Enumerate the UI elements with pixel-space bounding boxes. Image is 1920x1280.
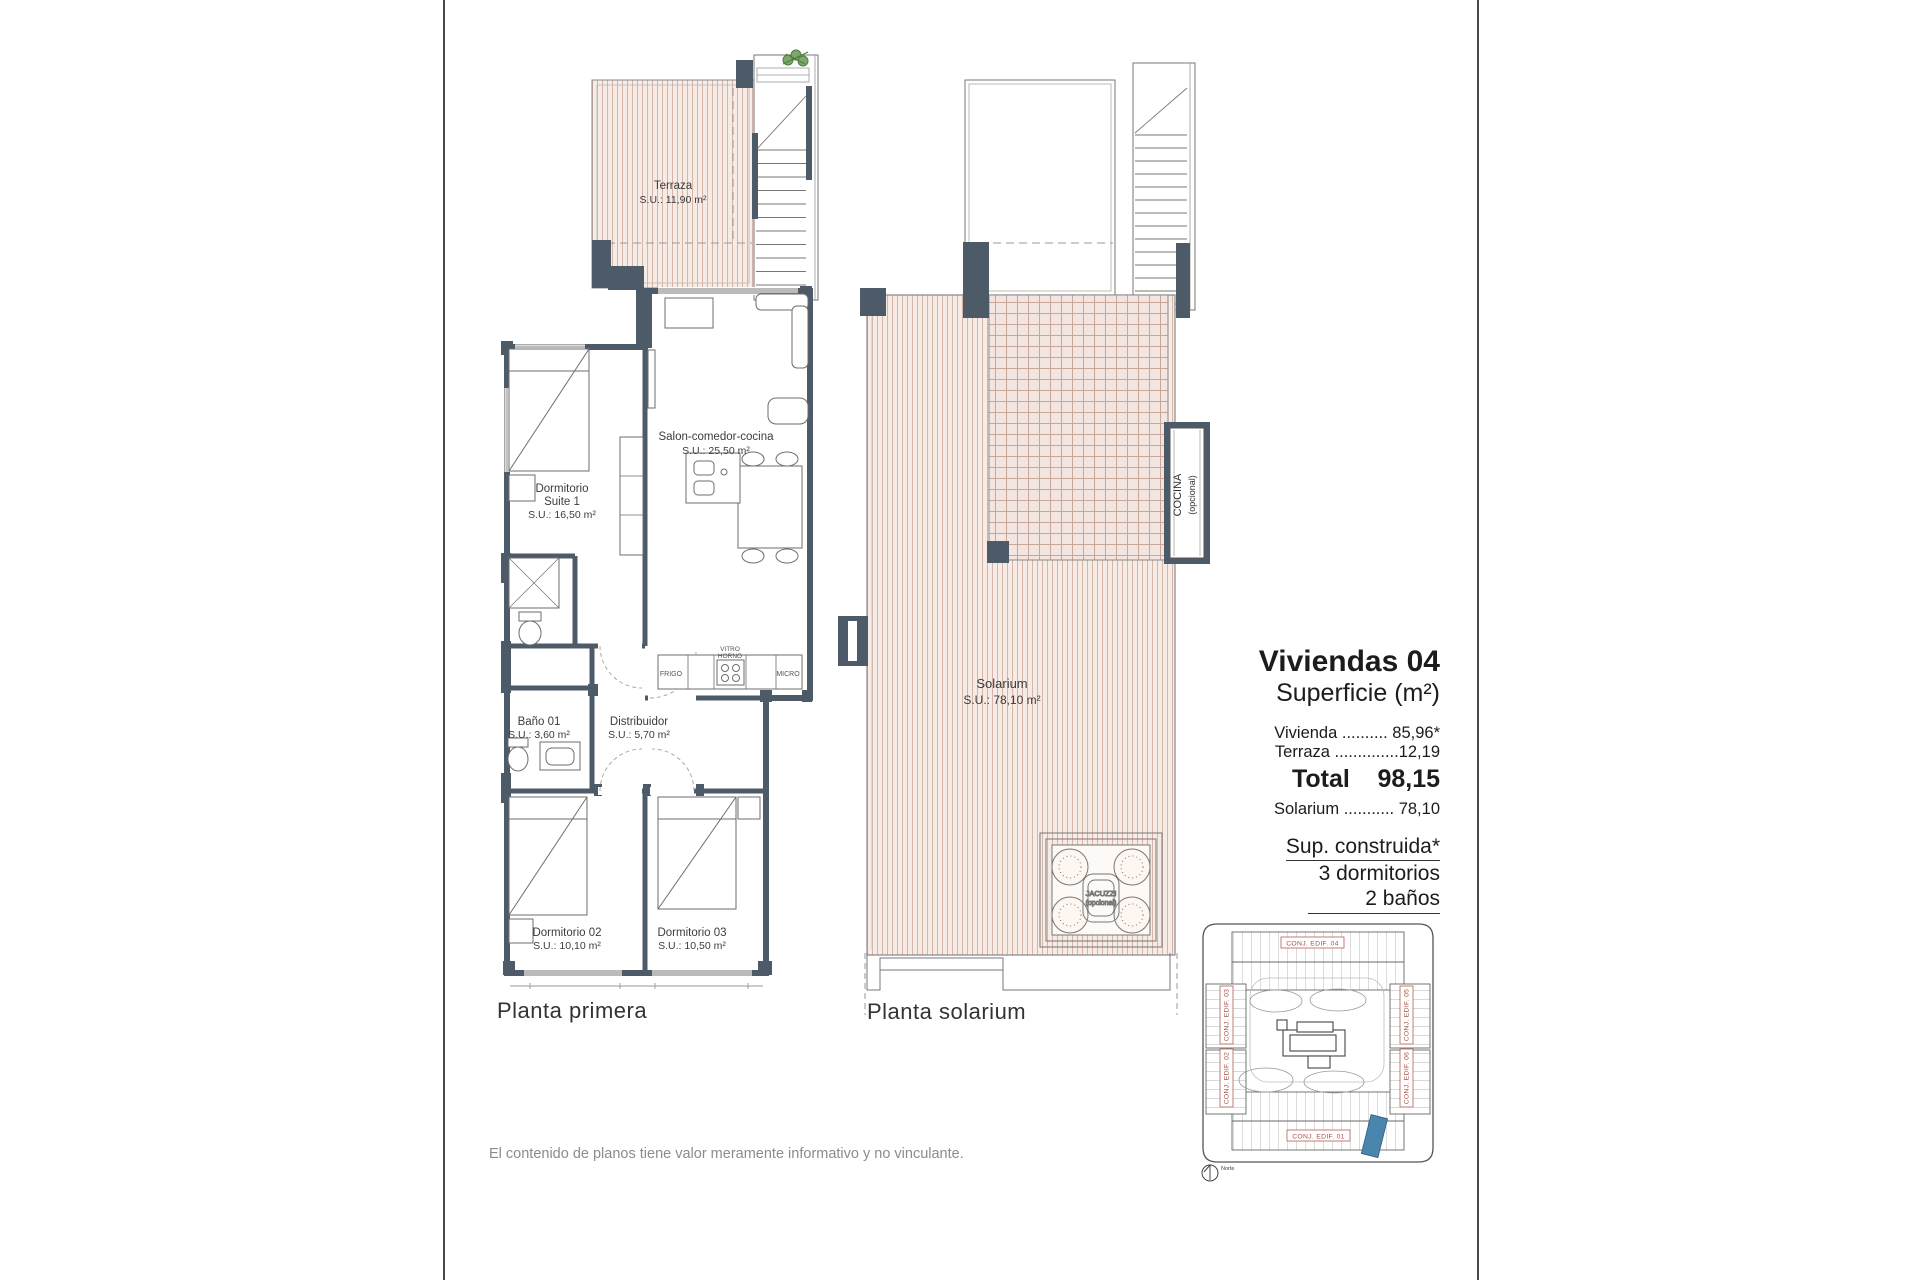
site-plan — [1202, 924, 1433, 1181]
jacuzzi — [1040, 833, 1162, 947]
total-value: 98,15 — [1377, 765, 1440, 793]
cocina-label-2: (opcional) — [1187, 475, 1197, 515]
salon-label: Salon-comedor-cocina — [658, 431, 774, 443]
info-block-construida — [1255, 834, 1440, 914]
suite-area: S.U.: 16,50 m² — [528, 509, 596, 521]
plan-planta-solarium — [838, 63, 1210, 1015]
area-row-terraza: Terraza ..............12,19 — [1274, 743, 1440, 761]
terraza-area: S.U.: 11,90 m² — [639, 194, 707, 206]
plan-planta-primera — [501, 50, 818, 989]
solarium-label: Solarium — [976, 676, 1028, 691]
terraza-label: Terraza — [653, 180, 693, 192]
jacuzzi-label-2: (opcional) — [1085, 900, 1117, 907]
pergola-grid — [989, 295, 1168, 560]
site-label-edif05: CONJ. EDIF. 05 — [1403, 988, 1411, 1042]
vitro-label-2: HORNO — [717, 653, 743, 660]
shaft — [838, 616, 868, 666]
plan-primera-title: Planta primera — [497, 998, 648, 1023]
area-row-vivienda: Vivienda .......... 85,96* — [1274, 724, 1440, 742]
solarium-area: S.U.: 78,10 m² — [963, 693, 1041, 707]
north-label: Norte — [1221, 1166, 1235, 1172]
vitro-label-1: VITRO — [720, 646, 740, 653]
bano-label: Baño 01 — [517, 716, 561, 728]
micro-label: MICRO — [776, 671, 800, 678]
dorm3-label: Dormitorio 03 — [657, 927, 727, 939]
dorm2-area: S.U.: 10,10 m² — [533, 940, 601, 952]
area-total-row — [1292, 764, 1440, 794]
site-label-edif04: CONJ. EDIF. 04 — [1286, 940, 1339, 948]
total-label: Total — [1292, 765, 1350, 793]
north-arrow-icon — [1202, 1165, 1234, 1181]
frigo-label: FRIGO — [659, 671, 683, 678]
banos-label: 2 baños — [1308, 886, 1440, 914]
disclaimer-text: El contenido de planos tiene valor meramente informativo y no vinculante. — [489, 1146, 964, 1162]
info-panel — [1255, 646, 1440, 819]
area-row-solarium: Solarium ........... 78,10 — [1274, 800, 1440, 818]
site-label-edif06: CONJ. EDIF. 06 — [1403, 1051, 1411, 1105]
distribuidor-area: S.U.: 5,70 m² — [608, 729, 670, 741]
solarium-bottom-steps — [867, 953, 1170, 990]
unit-title: Viviendas 04 — [1258, 645, 1440, 678]
plan-solarium-title: Planta solarium — [867, 999, 1027, 1024]
site-label-edif02: CONJ. EDIF. 02 — [1223, 1051, 1231, 1105]
bano-area: S.U.: 3,60 m² — [508, 729, 570, 741]
dorm3-area: S.U.: 10,50 m² — [658, 940, 726, 952]
site-label-edif01: CONJ. EDIF. 01 — [1292, 1133, 1345, 1141]
suite-label-2: Suite 1 — [544, 496, 580, 508]
jacuzzi-label-1: JACUZZI — [1085, 889, 1117, 898]
dorm2-label: Dormitorio 02 — [532, 927, 602, 939]
cocina-label-1: COCINA — [1172, 473, 1184, 517]
dormitorios-label: 3 dormitorios — [1318, 862, 1440, 885]
sup-construida-label: Sup. construida* — [1286, 834, 1440, 861]
site-label-edif03: CONJ. EDIF. 03 — [1223, 988, 1231, 1042]
distribuidor-label: Distribuidor — [609, 716, 669, 728]
cocina-unit — [1164, 422, 1210, 564]
suite-label-1: Dormitorio — [535, 483, 589, 495]
unit-subtitle: Superficie (m²) — [1276, 679, 1440, 707]
staircase — [752, 55, 818, 300]
salon-area: S.U.: 25,50 m² — [682, 445, 750, 457]
